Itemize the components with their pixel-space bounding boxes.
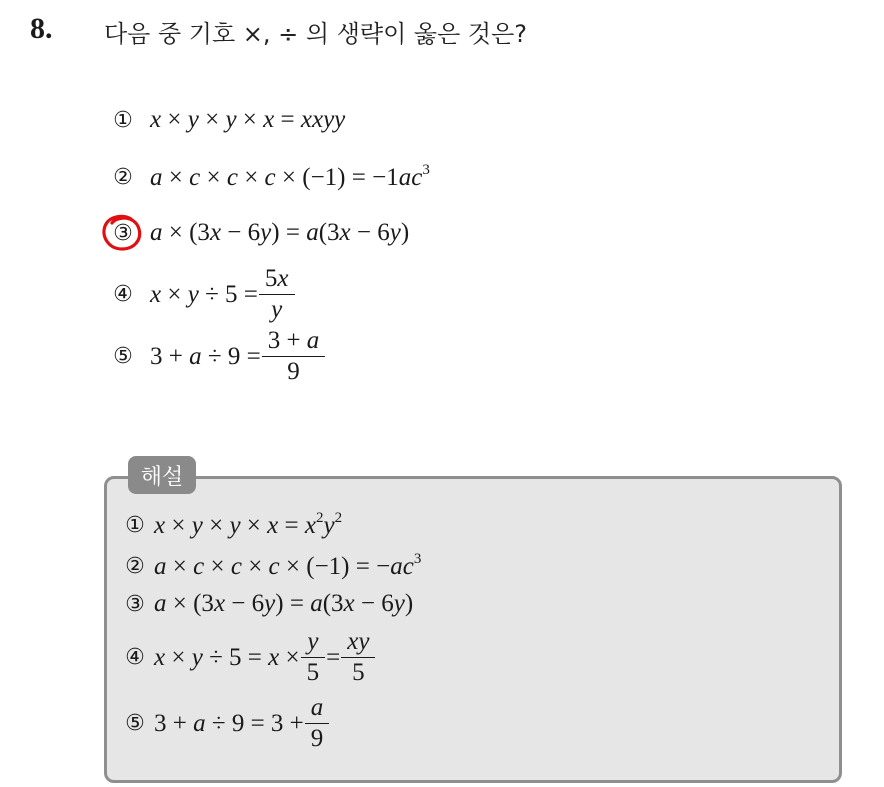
solution-line-3	[122, 590, 413, 618]
solution-line-1	[122, 510, 342, 540]
solution-line-4	[122, 628, 376, 687]
solution-expression: $x \times y \times y \times x = x^2y^2$	[154, 510, 343, 539]
option-marker: ①	[113, 107, 133, 133]
selected-answer-circle	[101, 213, 143, 253]
solution-marker: ①	[125, 512, 145, 538]
option-expression: x × y × y × x = xxyy	[150, 106, 346, 133]
solution-expression: x × y ÷ 5 = x × $\frac{y}{5}$ = $\frac{xy}{5}$	[154, 628, 376, 687]
option-3[interactable]	[110, 219, 409, 247]
option-marker: ③	[113, 220, 133, 246]
option-1[interactable]	[110, 106, 345, 134]
solution-label: 해설	[128, 456, 196, 494]
solution-expression: 3 + a ÷ 9 = 3 + $\frac{a}{9}$	[154, 694, 330, 753]
option-marker: ⑤	[113, 344, 133, 369]
option-expression: $a \times c \times c \times c \times (-1) = -1ac^3$	[150, 162, 430, 191]
option-expression: a × (3x − 6y) = a(3x − 6y)	[150, 219, 410, 246]
option-2[interactable]	[110, 162, 430, 192]
solution-expression: a × (3x − 6y) = a(3x − 6y)	[154, 590, 414, 617]
solution-marker: ⑤	[125, 711, 145, 736]
option-expression: x × y ÷ 5 = $\frac{5x}{y}$	[150, 265, 296, 324]
option-5[interactable]	[110, 327, 326, 386]
solution-marker: ③	[125, 591, 145, 617]
option-expression: 3 + a ÷ 9 = $\frac{3 + a}{9}$	[150, 327, 326, 386]
question-text: 다음 중 기호 ×, ÷ 의 생략이 옳은 것은?	[104, 20, 528, 48]
solution-line-2	[122, 551, 421, 581]
solution-marker: ④	[125, 645, 145, 670]
option-marker: ④	[113, 282, 133, 307]
option-4[interactable]	[110, 265, 296, 324]
option-marker: ②	[113, 164, 133, 190]
solution-line-5	[122, 694, 330, 753]
solution-expression: $a \times c \times c \times c \times (-1) = -ac^3$	[154, 551, 422, 580]
question-number: 8.	[30, 12, 53, 45]
solution-marker: ②	[125, 553, 145, 579]
